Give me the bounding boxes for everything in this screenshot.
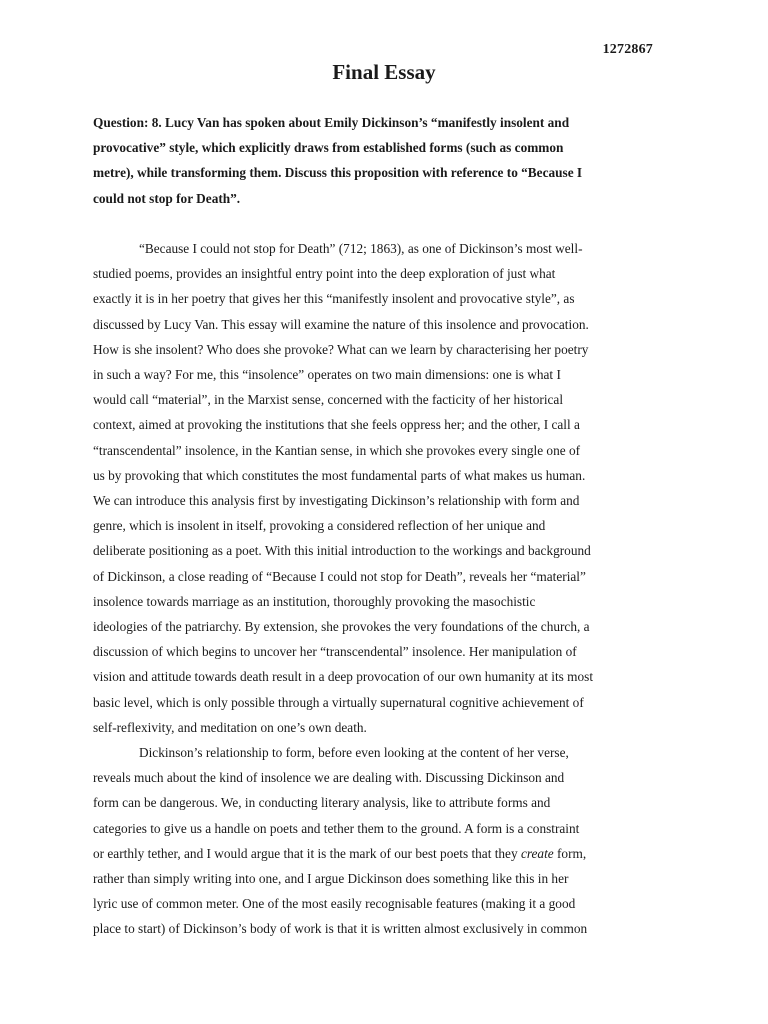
paragraph-introduction: [93, 236, 693, 740]
paragraph-line: Dickinson’s relationship to form, before even looking at the content of her verse,: [139, 745, 569, 761]
paragraph-line: basic level, which is only possible through a virtually supernatural cognitive achievement of: [93, 694, 584, 710]
paragraph-line: categories to give us a handle on poets and tether them to the ground. A form is a constraint: [93, 820, 580, 836]
paragraph-line: ideologies of the patriarchy. By extension, she provokes the very foundations of the church, a: [93, 619, 590, 635]
paragraph-line: in such a way? For me, this “insolence” operates on two main dimensions: one is what I: [93, 367, 561, 383]
paragraph-line: us by provoking that which constitutes the most fundamental parts of what makes us human.: [93, 467, 586, 483]
paragraph-line: reveals much about the kind of insolence we are dealing with. Discussing Dickinson and: [93, 770, 565, 786]
essay-body: [93, 236, 693, 942]
paragraph-line: lyric use of common meter. One of the most easily recognisable features (making it a good: [93, 896, 576, 912]
essay-question: [93, 110, 693, 211]
paragraph-line: “Because I could not stop for Death” (712; 1863), as one of Dickinson’s most well-: [139, 241, 583, 256]
student-id: 1272867: [602, 42, 653, 57]
question-line: Question: 8. Lucy Van has spoken about Emily Dickinson’s “manifestly insolent and: [93, 115, 570, 130]
paragraph-line: deliberate positioning as a poet. With this initial introduction to the workings and background: [93, 543, 591, 559]
paragraph-line: context, aimed at provoking the institutions that she feels oppress her; and the other, I call a: [93, 417, 580, 433]
emphasized-word: create: [520, 845, 554, 861]
paragraph-line: discussion of which begins to uncover her “transcendental” insolence. Her manipulation of: [93, 644, 577, 660]
question-line: metre), while transforming them. Discuss this proposition with reference to “Because I: [93, 165, 583, 181]
paragraph-line: rather than simply writing into one, and I argue Dickinson does something like this in her: [93, 871, 569, 887]
paragraph-form: [93, 740, 693, 942]
line-text: form,: [557, 845, 587, 861]
paragraph-line: discussed by Lucy Van. This essay will examine the nature of this insolence and provocation.: [93, 316, 589, 332]
paragraph-line: studied poems, provides an insightful entry point into the deep exploration of just what: [93, 266, 556, 282]
question-line: could not stop for Death”.: [93, 190, 241, 206]
paragraph-line: How is she insolent? Who does she provoke? What can we learn by characterising her poetry: [93, 341, 589, 357]
paragraph-line: [93, 841, 693, 866]
paragraph-line: self-reflexivity, and meditation on one’s own death.: [93, 719, 367, 735]
paragraph-line: We can introduce this analysis first by investigating Dickinson’s relationship with form and: [93, 493, 580, 509]
paragraph-line: of Dickinson, a close reading of “Because I could not stop for Death”, reveals her “material”: [93, 568, 586, 584]
paragraph-line: form can be dangerous. We, in conducting literary analysis, like to attribute forms and: [93, 795, 551, 811]
question-line: provocative” style, which explicitly draws from established forms (such as common: [93, 140, 564, 156]
paragraph-line: exactly it is in her poetry that gives her this “manifestly insolent and provocative style”, as: [93, 291, 575, 307]
line-text: or earthly tether, and I would argue that it is the mark of our best poets that they: [93, 845, 518, 861]
paragraph-line: vision and attitude towards death result in a deep provocation of our own humanity at its most: [93, 669, 594, 685]
paragraph-line: would call “material”, in the Marxist sense, concerned with the facticity of her historical: [93, 392, 564, 408]
paragraph-line: “transcendental” insolence, in the Kantian sense, in which she provokes every single one of: [93, 442, 581, 458]
paragraph-line: place to start) of Dickinson’s body of work is that it is written almost exclusively in common: [93, 921, 588, 937]
paragraph-line: insolence towards marriage as an institution, thoroughly provoking the masochistic: [93, 593, 536, 609]
page-title: Final Essay: [332, 60, 436, 84]
paragraph-line: genre, which is insolent in itself, provoking a considered reflection of her unique and: [93, 518, 546, 534]
